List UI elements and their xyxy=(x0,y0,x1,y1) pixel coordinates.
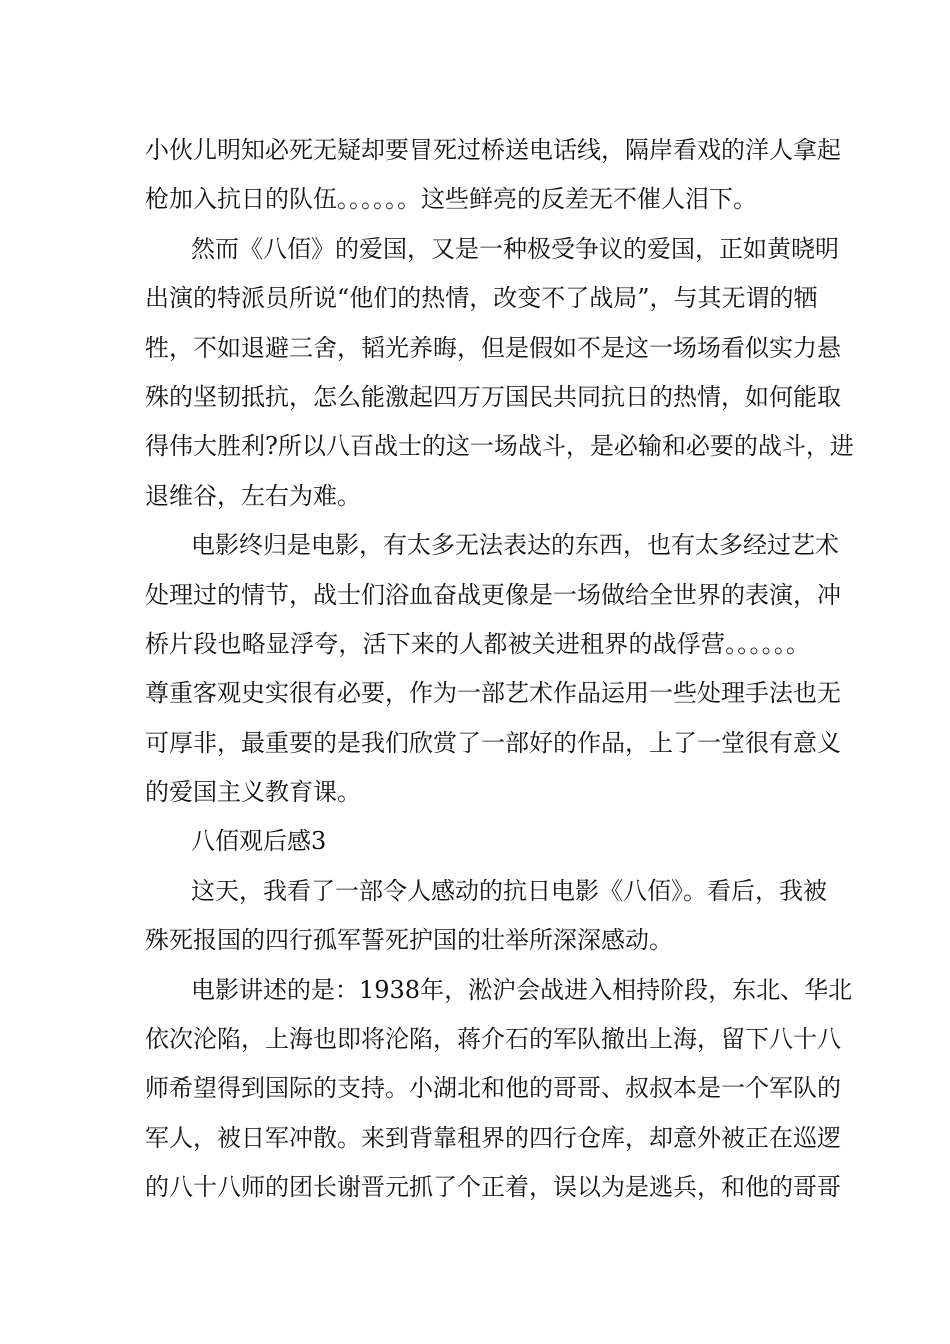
text-line: 的爱国主义教育课。 xyxy=(145,778,361,807)
document-page xyxy=(145,126,854,1213)
text-line: 小伙儿明知必死无疑却要冒死过桥送电话线，隔岸看戏的洋人拿起 xyxy=(145,136,841,164)
paragraph-3 xyxy=(145,521,841,817)
paragraph-4 xyxy=(145,867,827,966)
text-line: 桥片段也略显浮夸，活下来的人都被关进租界的战俘营。。。。。。 xyxy=(145,629,810,658)
text-line: 尊重客观史实很有必要，作为一部艺术作品运用一些处理手法也无 xyxy=(145,679,841,708)
text-line: 出演的特派员所说“他们的热情，改变不了战局”，与其无谓的牺 xyxy=(145,284,818,313)
text-line: 师希望得到国际的支持。小湖北和他的哥哥、叔叔本是一个军队的 xyxy=(145,1074,841,1103)
text-line: 牲，不如退避三舍，韬光养晦，但是假如不是这一场场看似实力悬 xyxy=(145,333,841,362)
text-line: 军人，被日军冲散。来到背靠租界的四行仓库，却意外被正在巡逻 xyxy=(145,1123,841,1152)
text-line: 退维谷，左右为难。 xyxy=(145,481,361,510)
text-line: 电影终归是电影，有太多无法表达的东西，也有太多经过艺术 xyxy=(191,531,839,560)
text-line: 的八十八师的团长谢晋元抓了个正着，误以为是逃兵，和他的哥哥 xyxy=(145,1173,841,1202)
text-line: 这天，我看了一部令人感动的抗日电影《八佰》。看后，我被 xyxy=(191,876,827,905)
section-heading xyxy=(145,817,810,866)
text-line: 枪加入抗日的队伍。。。。。。这些鲜亮的反差无不催人泪下。 xyxy=(145,185,757,214)
paragraph-2 xyxy=(145,225,854,521)
paragraph-1 xyxy=(145,126,841,225)
heading-line: 八佰观后感3 xyxy=(191,827,327,856)
text-line: 电影讲述的是：1938年，淞沪会战进入相持阶段，东北、华北 xyxy=(191,975,853,1004)
text-line: 依次沦陷，上海也即将沦陷，蒋介石的军队撤出上海，留下八十八 xyxy=(145,1025,841,1054)
text-line: 殊死报国的四行孤军誓死护国的壮举所深深感动。 xyxy=(145,926,673,955)
text-line: 然而《八佰》的爱国，又是一种极受争议的爱国，正如黄晓明 xyxy=(191,234,839,263)
text-line: 可厚非，最重要的是我们欣赏了一部好的作品，上了一堂很有意义 xyxy=(145,728,841,757)
text-line: 得伟大胜利?所以八百战士的这一场战斗，是必输和必要的战斗，进 xyxy=(145,432,854,461)
text-line: 处理过的情节，战士们浴血奋战更像是一场做给全世界的表演，冲 xyxy=(145,580,841,609)
text-line: 殊的坚韧抵抗，怎么能激起四万万国民共同抗日的热情，如何能取 xyxy=(145,382,841,411)
paragraph-5 xyxy=(145,966,853,1213)
